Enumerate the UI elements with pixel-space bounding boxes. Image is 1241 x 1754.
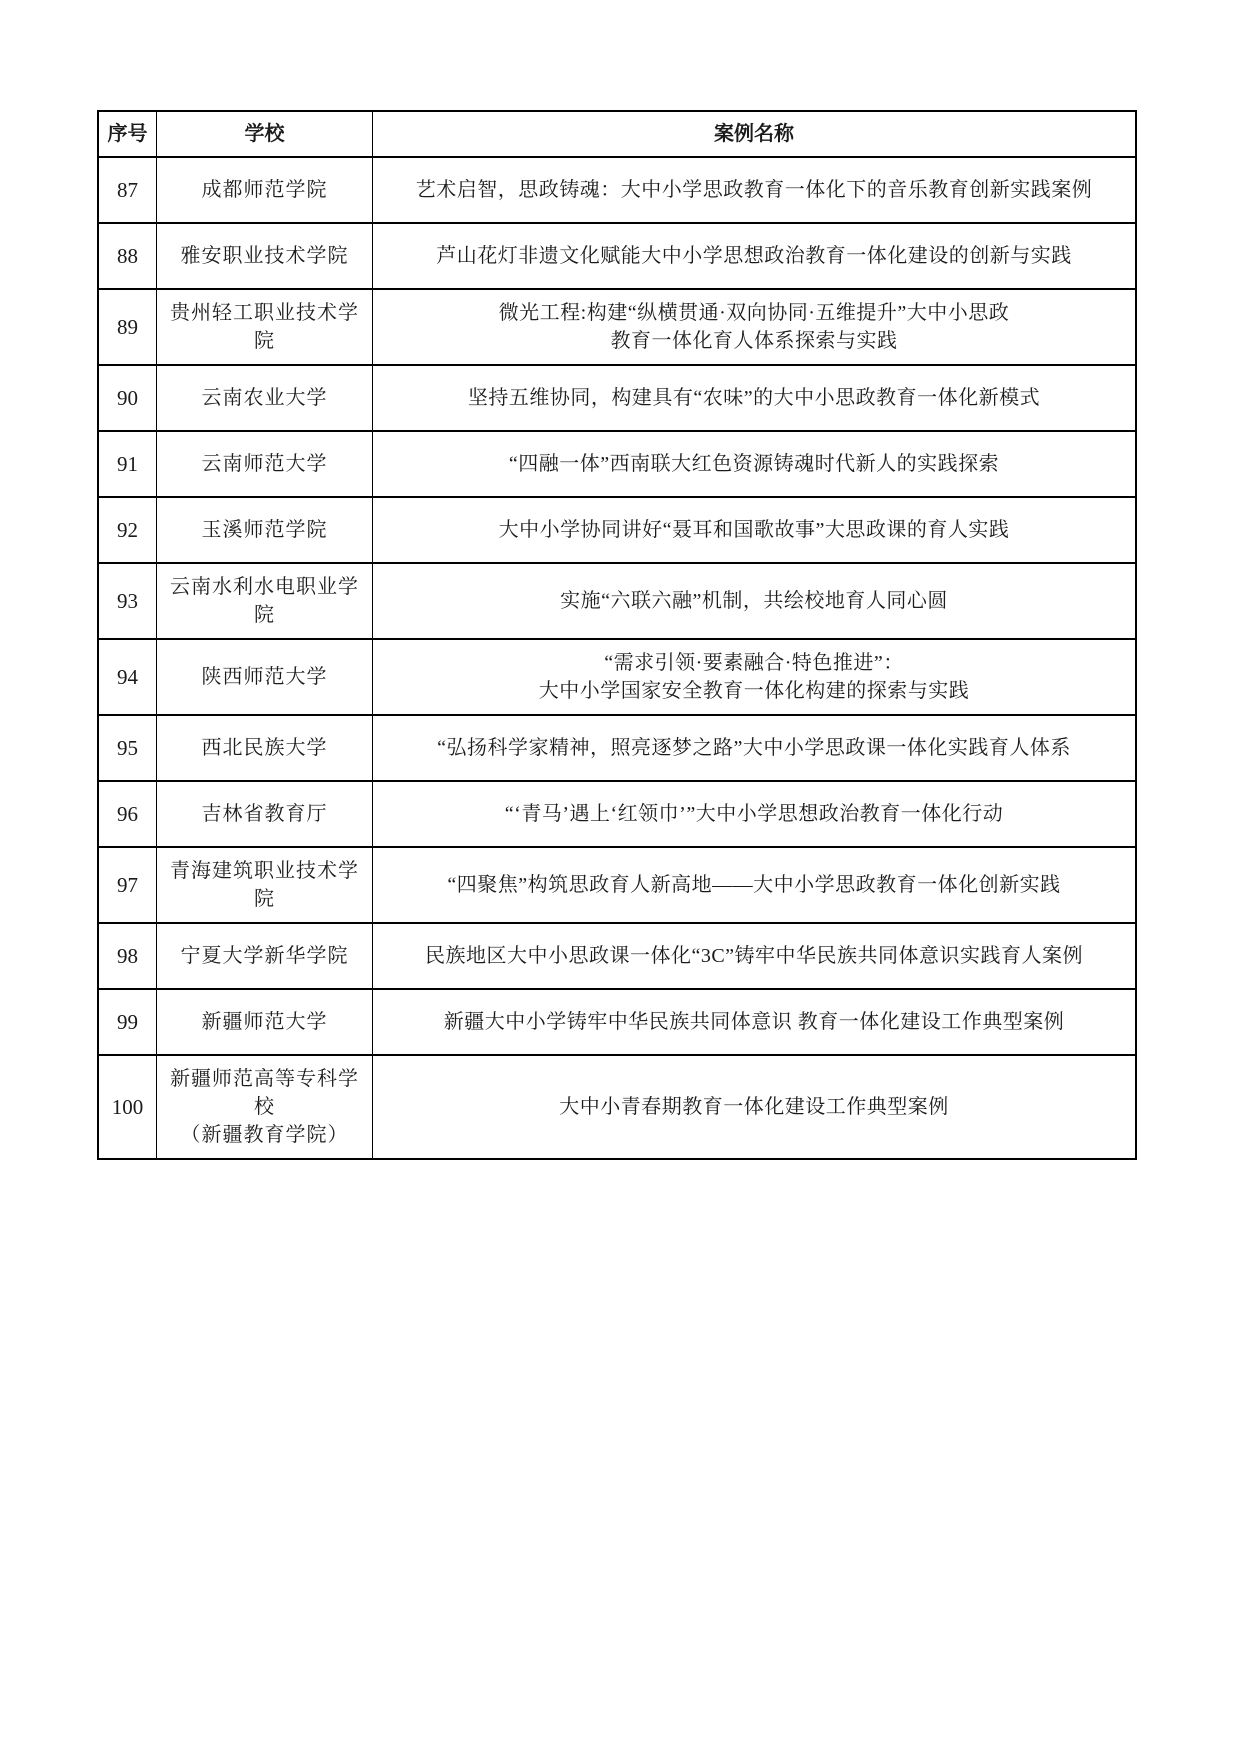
row-number-cell: 95 xyxy=(117,736,138,760)
case-name-cell xyxy=(372,990,1135,1054)
school-line: （新疆教育学院） xyxy=(180,1124,349,1146)
school-line: 贵州轻工职业技术学院 xyxy=(170,302,359,352)
case-line: “弘扬科学家精神，照亮逐梦之路”大中小学思政课一体化实践育人体系 xyxy=(437,737,1071,759)
table-row xyxy=(99,496,1135,562)
case-line: 大中小青春期教育一体化建设工作典型案例 xyxy=(559,1096,949,1118)
school-cell xyxy=(156,640,372,714)
school-cell xyxy=(156,564,372,638)
row-number-cell: 91 xyxy=(117,452,138,476)
case-line: 芦山花灯非遗文化赋能大中小学思想政治教育一体化建设的创新与实践 xyxy=(436,245,1072,267)
table-row xyxy=(99,988,1135,1054)
row-number-cell: 98 xyxy=(117,944,138,968)
table-row xyxy=(99,1054,1135,1158)
school-line: 玉溪师范学院 xyxy=(201,519,328,541)
school-line: 云南农业大学 xyxy=(201,387,328,409)
row-number-cell: 90 xyxy=(117,386,138,410)
school-line: 云南水利水电职业学院 xyxy=(170,576,359,626)
case-line: 大中小学协同讲好“聂耳和国歌故事”大思政课的育人实践 xyxy=(498,519,1010,541)
case-name-cell xyxy=(372,848,1135,922)
case-line: 坚持五维协同，构建具有“农味”的大中小思政教育一体化新模式 xyxy=(467,387,1041,409)
school-line: 新疆师范高等专科学校 xyxy=(170,1068,359,1118)
school-cell xyxy=(156,924,372,988)
row-number-cell: 100 xyxy=(111,1095,144,1119)
header-cell-case: 案例名称 xyxy=(372,112,1135,156)
case-name-cell xyxy=(372,224,1135,288)
case-line: “‘青马’遇上‘红领巾’”大中小学思想政治教育一体化行动 xyxy=(504,803,1004,825)
case-name-cell xyxy=(372,158,1135,222)
case-line: 艺术启智，思政铸魂：大中小学思政教育一体化下的音乐教育创新实践案例 xyxy=(415,179,1093,201)
school-cell xyxy=(156,990,372,1054)
case-name-cell xyxy=(372,564,1135,638)
case-line: 微光工程:构建“纵横贯通·双向协同·五维提升”大中小思政 xyxy=(498,302,1010,324)
row-number-cell: 93 xyxy=(117,589,138,613)
case-name-cell xyxy=(372,924,1135,988)
case-name-cell xyxy=(372,782,1135,846)
case-line: 民族地区大中小思政课一体化“3C”铸牢中华民族共同体意识实践育人案例 xyxy=(424,945,1084,967)
table-row xyxy=(99,156,1135,222)
case-line: 大中小学国家安全教育一体化构建的探索与实践 xyxy=(538,680,970,702)
school-cell xyxy=(156,1056,372,1158)
case-line: “四融一体”西南联大红色资源铸魂时代新人的实践探索 xyxy=(508,453,1000,475)
school-line: 雅安职业技术学院 xyxy=(180,245,349,267)
case-line: 新疆大中小学铸牢中华民族共同体意识 教育一体化建设工作典型案例 xyxy=(443,1011,1065,1033)
table-row xyxy=(99,922,1135,988)
row-number-cell: 99 xyxy=(117,1010,138,1034)
table-row xyxy=(99,562,1135,638)
school-cell xyxy=(156,366,372,430)
case-line: 实施“六联六融”机制，共绘校地育人同心圆 xyxy=(560,590,948,612)
table-row xyxy=(99,222,1135,288)
school-line: 新疆师范大学 xyxy=(201,1011,328,1033)
school-cell xyxy=(156,782,372,846)
case-name-cell xyxy=(372,1056,1135,1158)
table-row xyxy=(99,846,1135,922)
case-name-cell xyxy=(372,640,1135,714)
table-row xyxy=(99,430,1135,496)
row-number-cell: 94 xyxy=(117,665,138,689)
table-row xyxy=(99,780,1135,846)
school-line: 吉林省教育厅 xyxy=(201,803,328,825)
school-cell xyxy=(156,716,372,780)
school-cell xyxy=(156,158,372,222)
case-name-cell xyxy=(372,716,1135,780)
school-line: 成都师范学院 xyxy=(201,179,328,201)
case-name-cell xyxy=(372,432,1135,496)
row-number-cell: 97 xyxy=(117,873,138,897)
case-line: “四聚焦”构筑思政育人新高地——大中小学思政教育一体化创新实践 xyxy=(447,874,1061,896)
case-name-cell xyxy=(372,498,1135,562)
school-cell xyxy=(156,498,372,562)
school-line: 云南师范大学 xyxy=(201,453,328,475)
row-number-cell: 87 xyxy=(117,178,138,202)
school-line: 宁夏大学新华学院 xyxy=(180,945,349,967)
row-number-cell: 88 xyxy=(117,244,138,268)
case-name-cell xyxy=(372,290,1135,364)
table-row xyxy=(99,638,1135,714)
school-line: 陕西师范大学 xyxy=(201,666,328,688)
table-header-row xyxy=(99,112,1135,156)
school-line: 西北民族大学 xyxy=(201,737,328,759)
school-cell xyxy=(156,848,372,922)
row-number-cell: 96 xyxy=(117,802,138,826)
row-number-cell: 92 xyxy=(117,518,138,542)
school-cell xyxy=(156,432,372,496)
case-line: 教育一体化育人体系探索与实践 xyxy=(610,330,898,352)
row-number-cell: 89 xyxy=(117,315,138,339)
case-line: “需求引领·要素融合·特色推进”： xyxy=(604,652,904,674)
table-row xyxy=(99,714,1135,780)
header-cell-school: 学校 xyxy=(156,112,372,156)
school-line: 青海建筑职业技术学院 xyxy=(170,860,359,910)
case-name-cell xyxy=(372,366,1135,430)
cases-table xyxy=(97,110,1137,1160)
table-row xyxy=(99,288,1135,364)
header-cell-number: 序号 xyxy=(107,123,148,145)
table-row xyxy=(99,364,1135,430)
school-cell xyxy=(156,224,372,288)
school-cell xyxy=(156,290,372,364)
